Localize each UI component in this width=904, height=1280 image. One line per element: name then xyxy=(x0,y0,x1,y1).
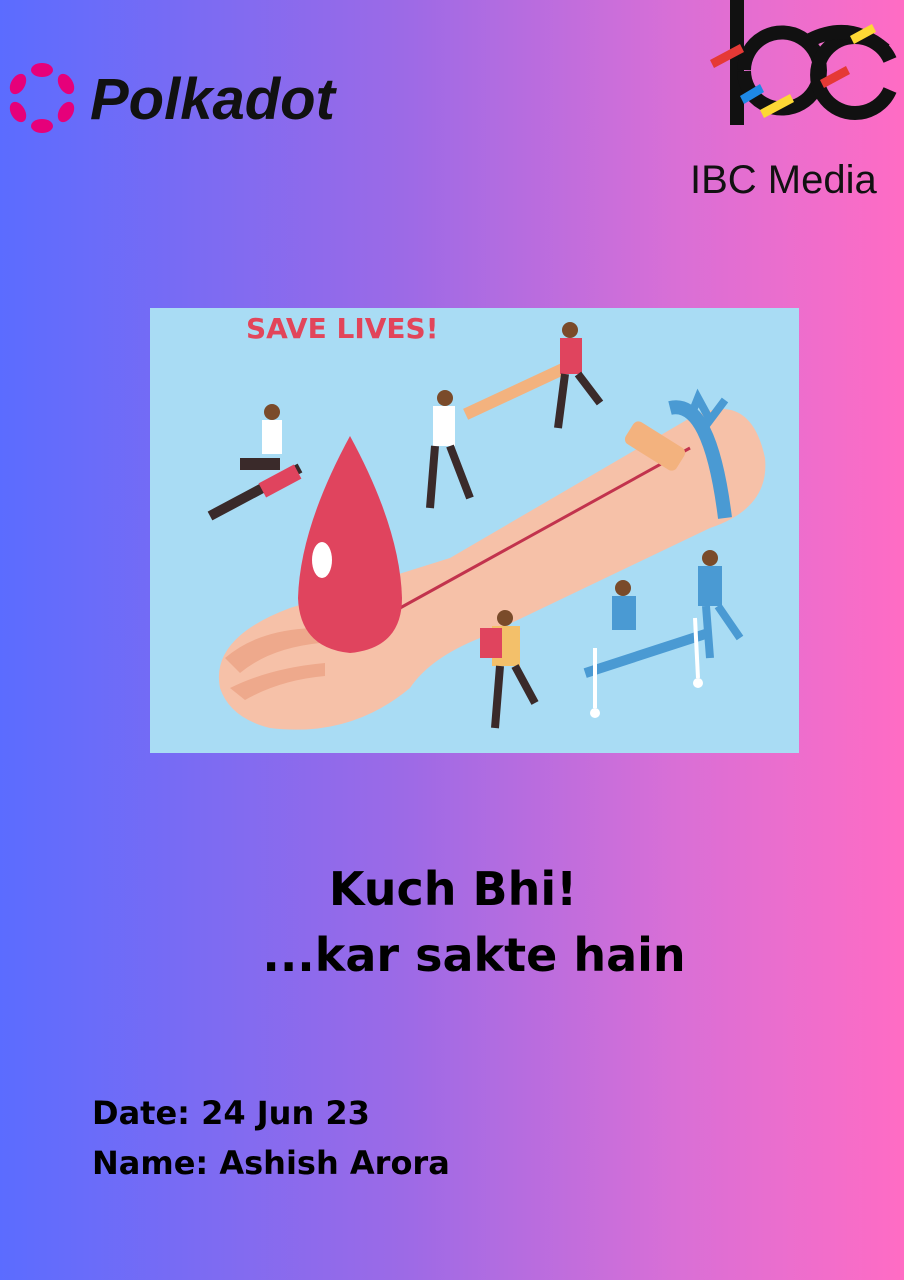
stretcher-carriers-figure xyxy=(430,322,600,508)
date-label: Date: 24 Jun 23 xyxy=(92,1094,370,1132)
name-label: Name: Ashish Arora xyxy=(92,1144,450,1182)
blood-drop-highlight xyxy=(312,542,332,578)
illustration-art xyxy=(150,308,799,753)
title-line-1: Kuch Bhi! xyxy=(328,862,578,916)
meta-info xyxy=(92,1094,450,1194)
blood-donation-illustration xyxy=(150,308,799,753)
title-block xyxy=(0,862,904,982)
polkadot-logo xyxy=(4,60,364,140)
title-line-2: ...kar sakte hain xyxy=(262,928,686,982)
save-lives-headline: SAVE LIVES! xyxy=(246,312,439,345)
ibc-media-logo xyxy=(690,0,904,210)
polkadot-logo-icon xyxy=(4,60,80,136)
ibc-logo-icon xyxy=(700,0,900,140)
rescuer-cpr-figure xyxy=(210,404,301,516)
polkadot-wordmark: Polkadot xyxy=(90,67,335,132)
blood-drop-icon xyxy=(298,436,402,653)
ibc-wordmark: IBC Media xyxy=(690,158,877,202)
